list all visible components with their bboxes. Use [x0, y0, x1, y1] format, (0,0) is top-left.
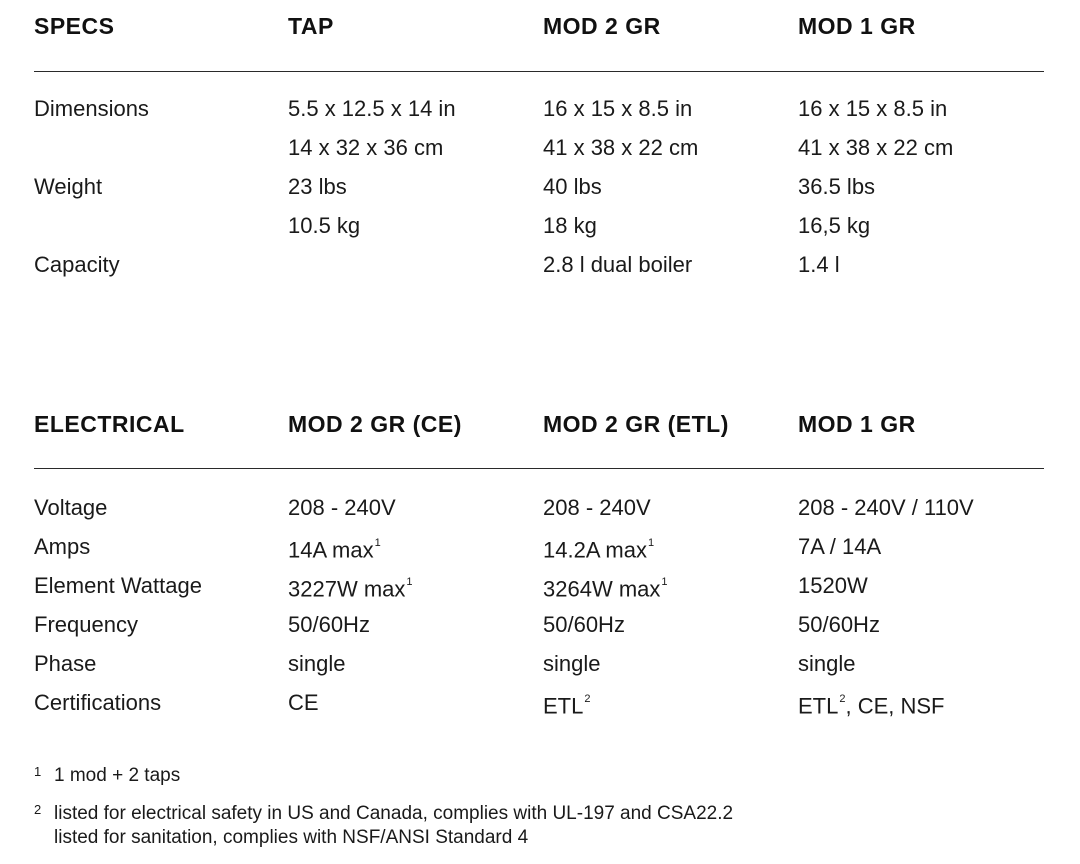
row-value: 41 x 38 x 22 cm: [798, 135, 954, 160]
value-text-tail: , CE, NSF: [845, 693, 945, 719]
footnote-ref: 2: [584, 693, 591, 705]
row-value: 50/60Hz: [543, 612, 625, 637]
table-row: [34, 128, 1044, 167]
specs-header-row: [34, 0, 1044, 72]
electrical-table: [34, 398, 1044, 722]
row-value: single: [798, 651, 856, 676]
row-value: [543, 683, 590, 725]
electrical-header-row: [34, 398, 1044, 469]
value-text: ETL: [798, 693, 839, 719]
row-value: 7A / 14A: [798, 534, 882, 559]
footnote-text: 1 mod + 2 taps: [54, 765, 181, 786]
row-label: Frequency: [34, 612, 138, 637]
electrical-header-mod1: MOD 1 GR: [798, 411, 916, 437]
footnote-mark: 1: [34, 764, 42, 779]
value-text: ETL: [543, 693, 584, 719]
row-value: 2.8 l dual boiler: [543, 252, 693, 277]
footnotes: [34, 764, 1044, 864]
footnote-text: listed for sanitation, complies with NSF/ANSI Standard 4: [54, 827, 529, 848]
footnote-text: listed for electrical safety in US and Canada, complies with UL-197 and CSA22.2: [54, 803, 734, 824]
row-value: CE: [288, 690, 319, 715]
table-row: [34, 206, 1044, 245]
row-value: 208 - 240V: [543, 495, 651, 520]
row-label: Voltage: [34, 495, 108, 520]
row-value: 1520W: [798, 573, 868, 598]
electrical-header-mod2-etl: MOD 2 GR (ETL): [543, 411, 729, 437]
row-label: Dimensions: [34, 96, 149, 121]
row-value: 1.4 l: [798, 252, 840, 277]
footnote-1: [34, 764, 1044, 788]
table-row: [34, 683, 1044, 722]
row-value: 36.5 lbs: [798, 174, 876, 199]
row-value: 41 x 38 x 22 cm: [543, 135, 699, 160]
row-value: 23 lbs: [288, 174, 347, 199]
row-value: 208 - 240V / 110V: [798, 495, 974, 520]
value-text: 3264W max: [543, 576, 661, 602]
footnote-mark: 2: [34, 802, 42, 817]
specs-header-tap: TAP: [288, 13, 334, 39]
table-row: [34, 605, 1044, 644]
row-value: 40 lbs: [543, 174, 602, 199]
value-text: 3227W max: [288, 576, 406, 602]
row-label: Phase: [34, 651, 97, 676]
row-value: 208 - 240V: [288, 495, 396, 520]
footnote-ref: 2: [839, 693, 846, 705]
row-value: 10.5 kg: [288, 213, 361, 238]
value-text: 14A max: [288, 537, 374, 563]
footnote-2: [34, 802, 1044, 850]
value-text: 14.2A max: [543, 537, 647, 563]
table-row: [34, 566, 1044, 605]
row-value: single: [543, 651, 601, 676]
row-value: 18 kg: [543, 213, 597, 238]
specs-header-title: SPECS: [34, 13, 115, 39]
footnote-ref: 1: [374, 537, 381, 549]
row-label: Weight: [34, 174, 103, 199]
row-value: 16,5 kg: [798, 213, 871, 238]
row-value: single: [288, 651, 346, 676]
electrical-header-mod2-ce: MOD 2 GR (CE): [288, 411, 462, 437]
electrical-header-title: ELECTRICAL: [34, 411, 185, 437]
row-value: [543, 527, 654, 569]
row-value: 5.5 x 12.5 x 14 in: [288, 96, 456, 121]
row-label: Element Wattage: [34, 573, 202, 598]
table-row: [34, 167, 1044, 206]
row-label: Capacity: [34, 252, 120, 277]
row-value: 16 x 15 x 8.5 in: [798, 96, 948, 121]
specs-header-mod2: MOD 2 GR: [543, 13, 661, 39]
row-value: 14 x 32 x 36 cm: [288, 135, 444, 160]
footnote-ref: 1: [647, 537, 655, 549]
footnote-ref: 1: [406, 576, 413, 588]
row-value: [798, 683, 945, 725]
row-label: Amps: [34, 534, 91, 559]
row-value: 50/60Hz: [288, 612, 370, 637]
table-row: [34, 488, 1044, 527]
row-value: 16 x 15 x 8.5 in: [543, 96, 693, 121]
specs-header-mod1: MOD 1 GR: [798, 13, 916, 39]
table-row: [34, 644, 1044, 683]
row-label: Certifications: [34, 690, 162, 715]
table-row: [34, 527, 1044, 566]
row-value: [288, 566, 413, 608]
row-value: [288, 527, 381, 569]
row-value: 50/60Hz: [798, 612, 880, 637]
row-value: [543, 566, 668, 608]
specs-table: [34, 0, 1044, 284]
footnote-ref: 1: [661, 576, 668, 588]
table-row: [34, 245, 1044, 284]
table-row: [34, 89, 1044, 128]
